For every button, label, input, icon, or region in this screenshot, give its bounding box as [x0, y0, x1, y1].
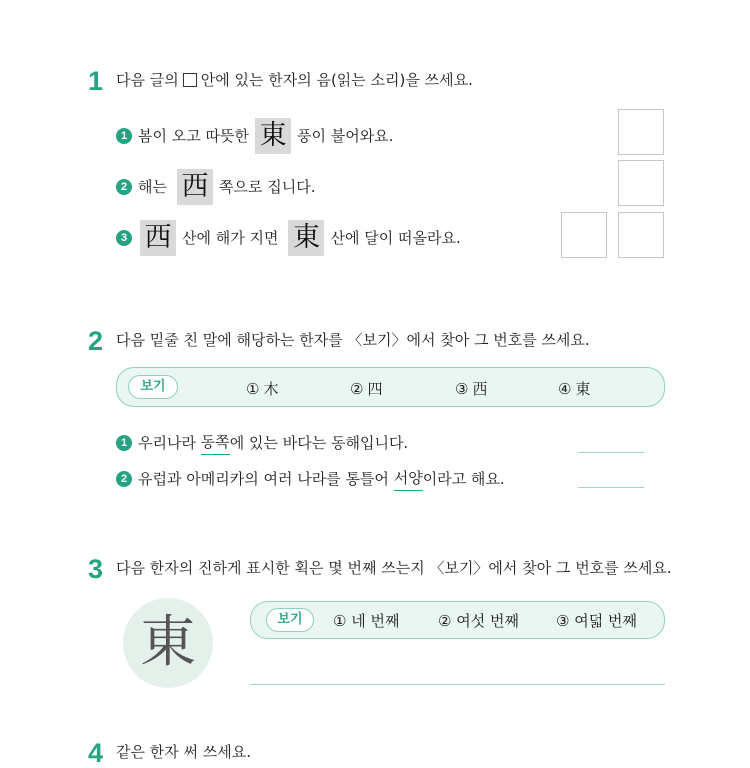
bogi-label: 보기 — [128, 375, 178, 399]
option-mark: ① — [246, 380, 260, 398]
hanja-box: 西 — [177, 169, 213, 205]
item-text: 산에 해가 지면 — [182, 229, 279, 247]
item-text: 봄이 오고 따뜻한 — [138, 127, 249, 145]
question-2-number: 2 — [88, 326, 104, 356]
bogi-label: 보기 — [266, 608, 314, 632]
box-icon — [183, 73, 197, 87]
instruction-before: 다음 글의 — [116, 71, 179, 89]
q1-item-2 — [116, 169, 315, 205]
answer-line-2[interactable] — [578, 487, 644, 488]
answer-line-1[interactable] — [578, 452, 644, 453]
q1-item-3 — [116, 220, 461, 256]
item-text: 풍이 불어와요. — [296, 127, 394, 145]
answer-box-1[interactable] — [618, 109, 664, 155]
answer-box-3a[interactable] — [561, 212, 607, 258]
question-1-number: 1 — [88, 66, 104, 96]
option-hanja: 西 — [472, 380, 488, 398]
item-number-badge: 1 — [116, 435, 132, 451]
option-hanja: 東 — [575, 380, 591, 398]
question-4-number: 4 — [88, 738, 104, 768]
option-mark: ② — [350, 380, 364, 398]
item-number-badge: 2 — [116, 471, 132, 487]
bogi-option-2: ② 여섯 번째 — [438, 612, 519, 630]
item-text: 우리나라 — [138, 434, 196, 452]
option-mark: ④ — [558, 380, 572, 398]
bogi-option-3: ③ 여덟 번째 — [556, 612, 637, 630]
item-text: 해는 — [138, 178, 167, 196]
item-number-badge: 1 — [116, 128, 132, 144]
question-3-instruction: 다음 한자의 진하게 표시한 획은 몇 번째 쓰는지 〈보기〉에서 찾아 그 번호를 쓰세요. — [116, 559, 672, 577]
item-text: 산에 달이 떠올라요. — [330, 229, 461, 247]
q1-item-1 — [116, 118, 393, 154]
underlined-word: 동쪽 — [201, 431, 230, 455]
answer-line-3[interactable] — [250, 684, 665, 685]
item-text: 쪽으로 집니다. — [218, 178, 316, 196]
answer-box-3b[interactable] — [618, 212, 664, 258]
hanja-circle — [123, 598, 213, 688]
item-text: 에 있는 바다는 동해입니다. — [229, 434, 409, 452]
item-number-badge: 3 — [116, 230, 132, 246]
bogi-option-1 — [246, 378, 278, 399]
instruction-after: 안에 있는 한자의 음(읽는 소리)을 쓰세요. — [200, 71, 473, 89]
answer-box-2[interactable] — [618, 160, 664, 206]
hanja-box: 東 — [255, 118, 291, 154]
bogi-option-2 — [350, 378, 382, 399]
option-mark: ③ — [455, 380, 469, 398]
hanja-character: 東 — [140, 610, 196, 675]
bogi-option-1: ① 네 번째 — [333, 612, 400, 630]
option-hanja: 四 — [367, 380, 383, 398]
q2-item-1 — [116, 431, 408, 455]
hanja-box: 東 — [288, 220, 324, 256]
item-number-badge: 2 — [116, 179, 132, 195]
bogi-option-4 — [558, 378, 590, 399]
question-4-instruction: 같은 한자 써 쓰세요. — [116, 743, 251, 761]
underlined-word: 서양 — [394, 467, 423, 491]
item-text: 유럽과 아메리카의 여러 나라를 통틀어 — [138, 470, 389, 488]
question-2-instruction: 다음 밑줄 친 말에 해당하는 한자를 〈보기〉에서 찾아 그 번호를 쓰세요. — [116, 331, 590, 349]
hanja-box: 西 — [140, 220, 176, 256]
question-1-instruction — [116, 70, 473, 90]
q2-item-2 — [116, 467, 505, 491]
question-3-number: 3 — [88, 554, 104, 584]
item-text: 이라고 해요. — [422, 470, 505, 488]
bogi-option-3 — [455, 378, 487, 399]
option-hanja: 木 — [263, 380, 279, 398]
